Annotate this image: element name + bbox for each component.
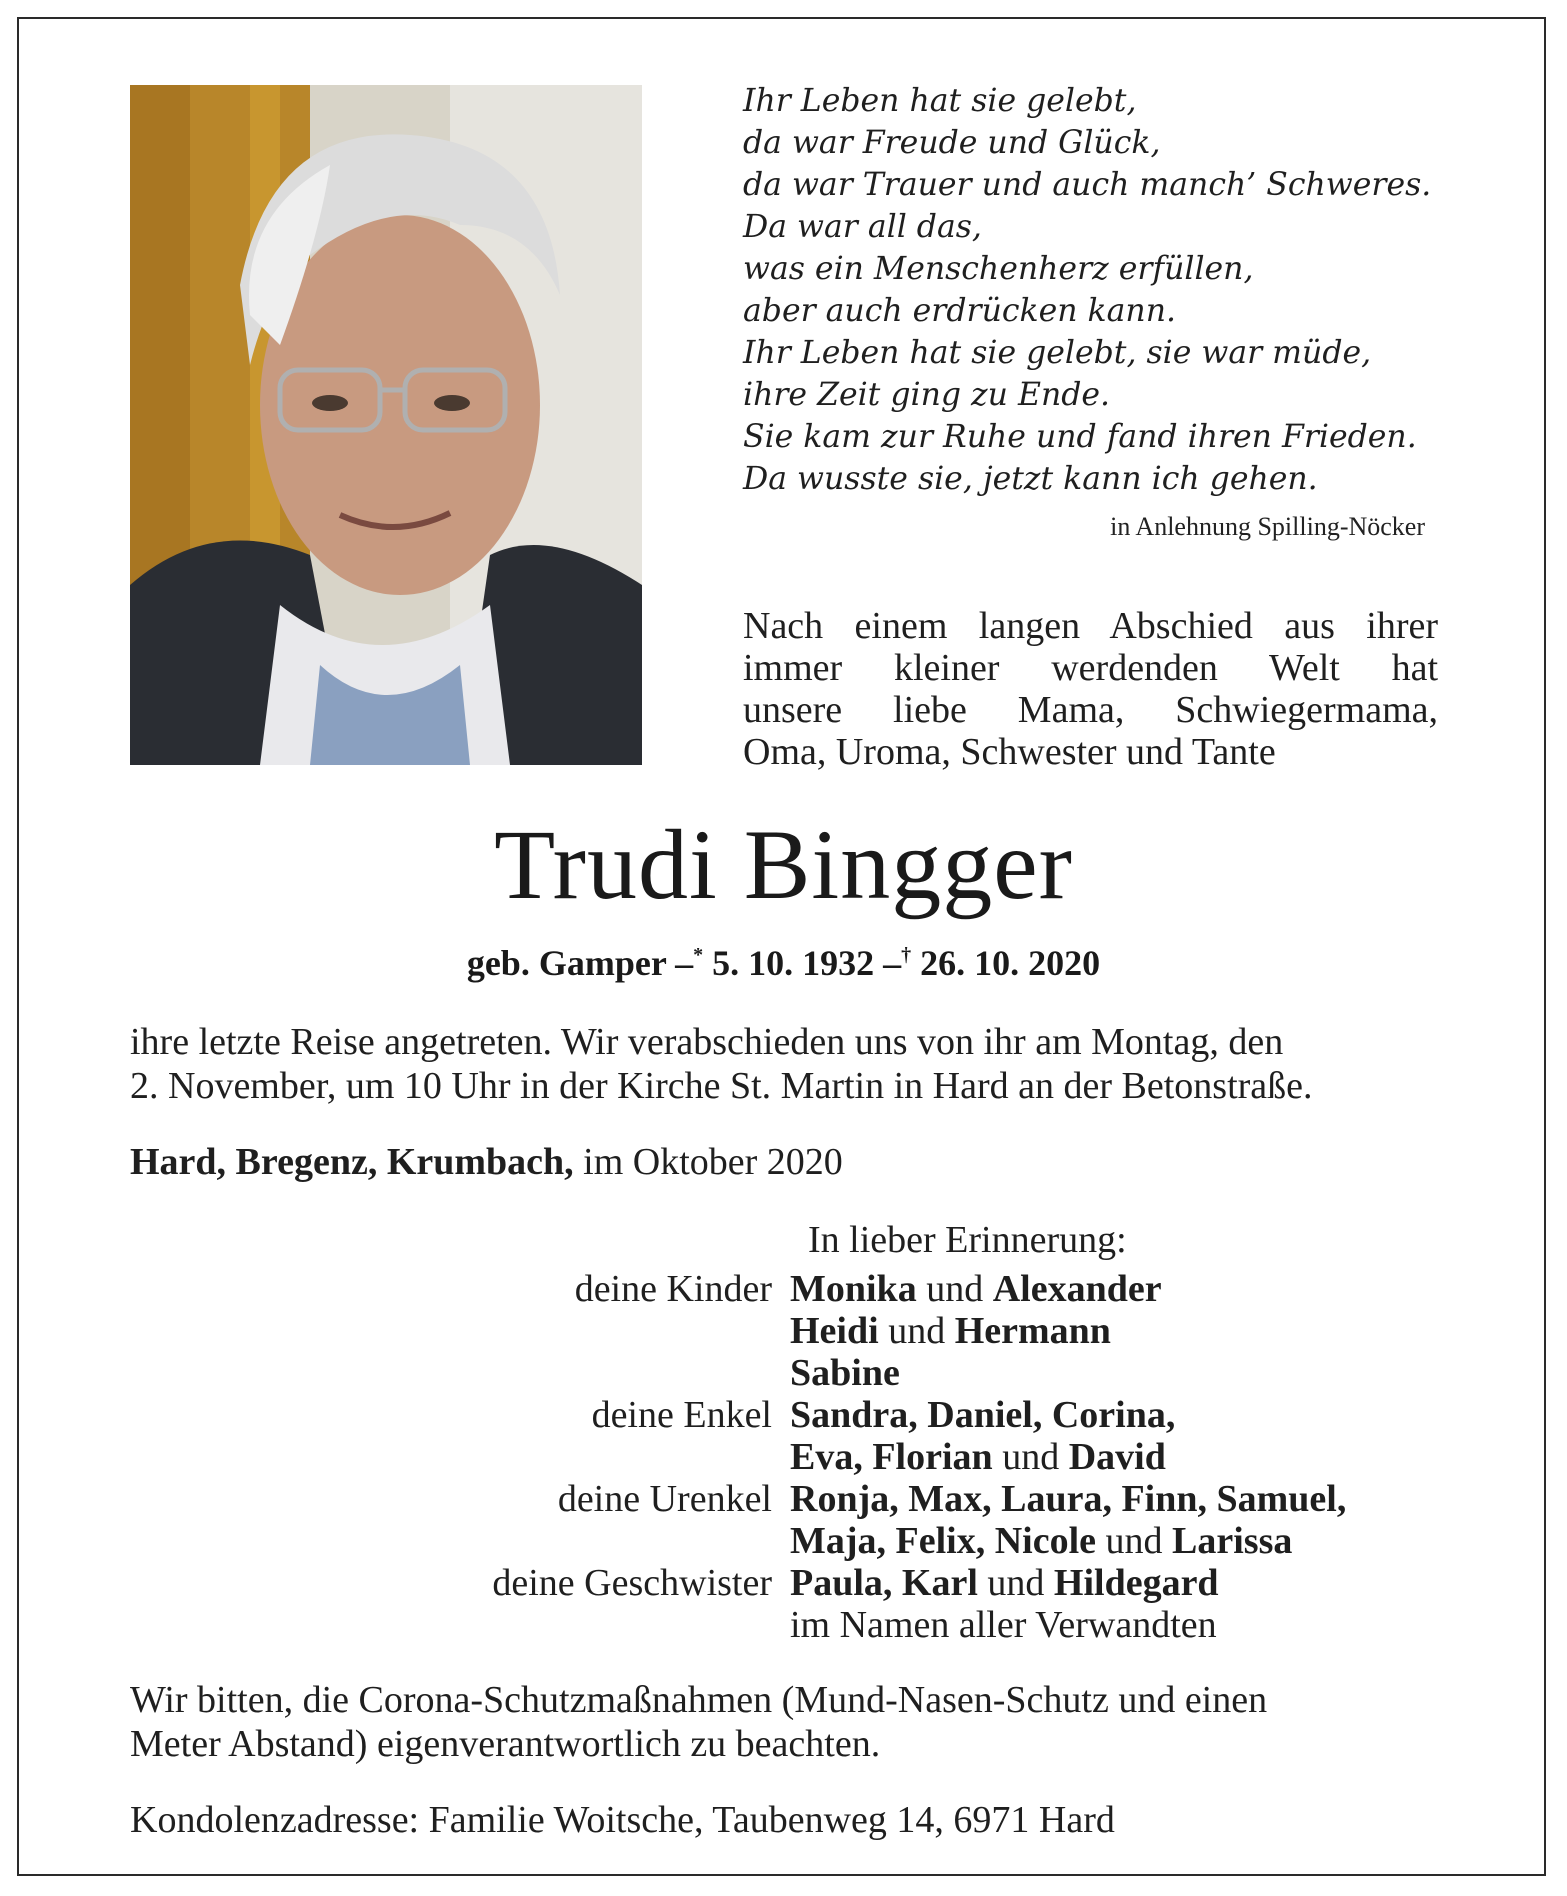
announcement-text — [130, 1020, 1440, 1108]
intro-line: Oma, Uroma, Schwester und Tante — [743, 731, 1276, 773]
poem — [743, 80, 1463, 500]
family-row — [130, 1604, 1460, 1646]
relation-label: deine Kinder — [574, 1268, 772, 1310]
death-date: 26. 10. 2020 — [920, 943, 1101, 983]
announcement-line: ihre letzte Reise angetreten. Wir verabschieden uns von ihr am Montag, den — [130, 1021, 1284, 1063]
life-dates — [0, 942, 1567, 984]
family-row — [130, 1310, 1460, 1352]
intro-line: unsere liebe Mama, Schwiegermama, — [743, 689, 1438, 731]
birth-symbol: * — [693, 944, 704, 966]
poem-line: Da wusste sie, jetzt kann ich gehen. — [743, 461, 1318, 497]
conjunction: und — [1096, 1520, 1173, 1562]
poem-line: Ihr Leben hat sie gelebt, — [743, 83, 1137, 119]
portrait-photo — [130, 85, 642, 765]
relation-label: deine Geschwister — [492, 1562, 772, 1604]
family-list — [130, 1268, 1460, 1646]
family-name: Hermann — [954, 1310, 1111, 1352]
family-name: Sabine — [790, 1352, 900, 1394]
maiden-name: geb. Gamper – — [466, 943, 694, 983]
conjunction: und — [992, 1436, 1069, 1478]
corona-notice — [130, 1678, 1460, 1766]
family-name: Sandra, Daniel, Corina, — [790, 1394, 1176, 1436]
death-symbol: † — [901, 944, 912, 966]
announcement-line: 2. November, um 10 Uhr in der Kirche St. Martin in Hard an der Betonstraße. — [130, 1065, 1313, 1107]
poem-line: ihre Zeit ging zu Ende. — [743, 377, 1111, 413]
poem-line: Da war all das, — [743, 209, 982, 245]
poem-source: in Anlehnung Spilling-Nöcker — [1110, 512, 1425, 541]
family-name: Larissa — [1172, 1520, 1293, 1562]
family-name: David — [1068, 1436, 1166, 1478]
poem-line: was ein Menschenherz erfüllen, — [743, 251, 1254, 287]
intro-text — [743, 605, 1438, 773]
intro-line: Nach einem langen Abschied aus ihrer — [743, 605, 1438, 647]
condolence-address: Kondolenzadresse: Familie Woitsche, Taubenweg 14, 6971 Hard — [130, 1799, 1115, 1841]
family-closing: im Namen aller Verwandten — [790, 1604, 1217, 1646]
family-row — [130, 1394, 1460, 1436]
family-name: Monika — [790, 1268, 917, 1310]
poem-line: da war Trauer und auch manch’ Schweres. — [743, 167, 1432, 203]
family-row — [130, 1268, 1460, 1310]
family-name: Alexander — [992, 1268, 1162, 1310]
poem-line: da war Freude und Glück, — [743, 125, 1161, 161]
poem-line: Sie kam zur Ruhe und fand ihren Frieden. — [743, 419, 1417, 455]
conjunction: und — [878, 1310, 955, 1352]
family-name: Eva, Florian — [790, 1436, 993, 1478]
family-name: Hildegard — [1053, 1562, 1219, 1604]
intro-line: immer kleiner werdenden Welt hat — [743, 647, 1438, 689]
family-row — [130, 1562, 1460, 1604]
place-towns: Hard, Bregenz, Krumbach, — [130, 1141, 574, 1183]
family-row — [130, 1520, 1460, 1562]
family-name: Paula, Karl — [790, 1562, 978, 1604]
conjunction: und — [977, 1562, 1054, 1604]
conjunction: und — [916, 1268, 993, 1310]
deceased-name: Trudi Bingger — [494, 809, 1073, 920]
relation-label: deine Enkel — [591, 1394, 772, 1436]
family-name: Ronja, Max, Laura, Finn, Samuel, — [790, 1478, 1347, 1520]
memory-heading: In lieber Erinnerung: — [808, 1219, 1127, 1261]
notice-line: Meter Abstand) eigenverantwortlich zu beachten. — [130, 1723, 881, 1765]
poem-line: Ihr Leben hat sie gelebt, sie war müde, — [743, 335, 1372, 371]
notice-line: Wir bitten, die Corona-Schutzmaßnahmen (Mund-Nasen-Schutz und einen — [130, 1679, 1268, 1721]
place-month: im Oktober 2020 — [573, 1141, 843, 1183]
poem-line: aber auch erdrücken kann. — [743, 293, 1177, 329]
family-name: Maja, Felix, Nicole — [790, 1520, 1097, 1562]
family-row — [130, 1352, 1460, 1394]
family-row — [130, 1436, 1460, 1478]
birth-date: 5. 10. 1932 – — [712, 943, 902, 983]
family-row — [130, 1478, 1460, 1520]
family-name: Heidi — [790, 1310, 879, 1352]
relation-label: deine Urenkel — [557, 1478, 772, 1520]
place-date — [130, 1140, 1430, 1184]
